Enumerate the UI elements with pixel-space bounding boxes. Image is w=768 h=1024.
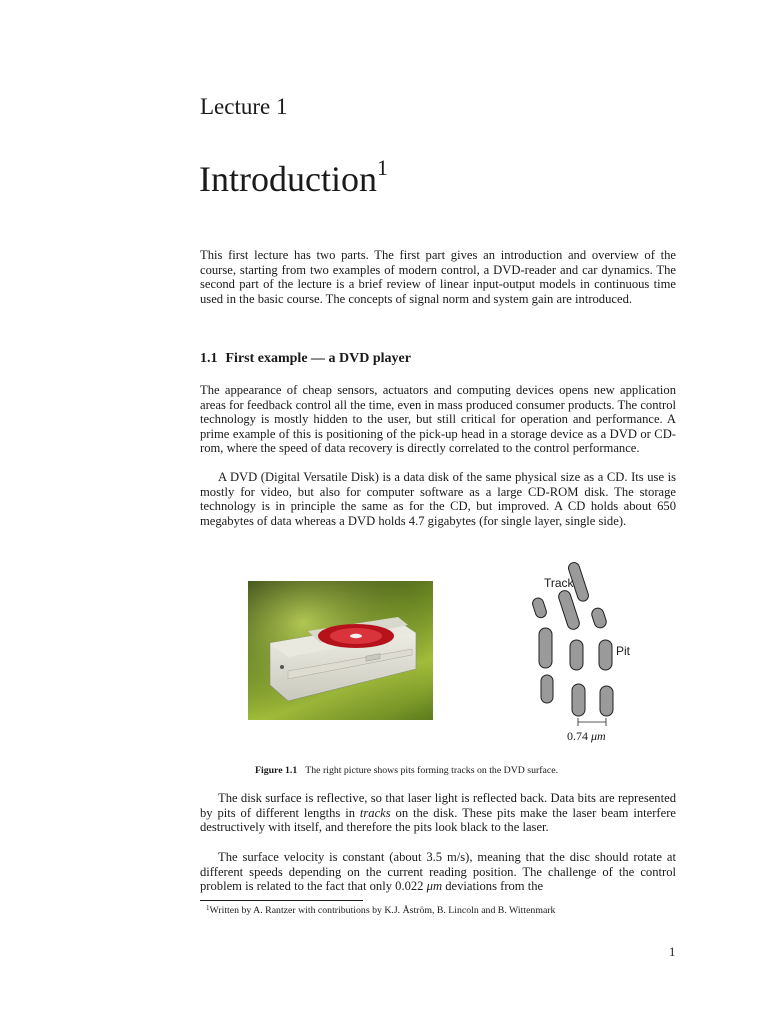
- pit-shape: [531, 597, 548, 619]
- footnote-text: Written by A. Rantzer with contributions by K.J. Åström, B. Lincoln and B. Wittenmark: [209, 905, 556, 916]
- pit-shape: [570, 640, 583, 670]
- pit-shape: [572, 684, 585, 716]
- dvd-drive-illustration: [248, 581, 433, 720]
- section-number: 1.1: [200, 351, 218, 366]
- body-paragraph-4: [200, 850, 676, 894]
- section-paragraph-2: A DVD (Digital Versatile Disk) is a data disk of the same physical size as a CD. Its use is mostly for video, but also for computer software as a large CD-ROM disk. The storage technology is in principle the same as for the CD, but improved. A CD holds about 650 megabytes of data whereas a DVD holds 4.7 gigabytes (for single layer, single side).: [200, 470, 676, 528]
- track-label: Track: [544, 576, 574, 590]
- pit-shape: [599, 640, 612, 670]
- p4-text-before: The surface velocity is constant (about 3.5 m/s), meaning that the disc should rotate at different speeds depending on the current reading position. The challenge of the control problem is related to the fact that only 0.022: [200, 850, 676, 894]
- dvd-drive-photo: [248, 581, 433, 720]
- figure-caption-label: Figure 1.1: [255, 765, 298, 776]
- scale-label: [567, 729, 606, 743]
- p3-italic-tracks: tracks: [359, 805, 391, 820]
- footnote-rule: [200, 900, 363, 901]
- p4-text-after: deviations from the: [442, 879, 544, 894]
- footnote: [206, 904, 555, 916]
- section-title: First example — a DVD player: [225, 351, 411, 366]
- p3-text-before: The disk surface is reflective, so that laser light is reflected back. Data bits are represented by pits of different lengths in: [200, 791, 676, 820]
- chapter-title: [199, 156, 388, 200]
- p3-text-after: on the disk. These pits make the laser beam interfere destructively with itself, and therefore the pits look black to the laser.: [200, 805, 676, 835]
- pit-label: Pit: [616, 644, 631, 658]
- p4-unit: μm: [426, 879, 443, 894]
- intro-paragraph: This first lecture has two parts. The first part gives an introduction and overview of the course, starting from two examples of modern control, a DVD-reader and car dynamics. The second part of the lecture is a brief review of linear input-output models in continuous time used in the basic course. The concepts of signal norm and system gain are introduced.: [200, 248, 676, 306]
- figure-caption: [255, 765, 558, 776]
- section-paragraph-1: The appearance of cheap sensors, actuators and computing devices opens new application areas for feedback control all the time, even in mass produced consumer products. The control technology is mostly hidden to the user, but still critical for operation and performance. A prime example of this is positioning of the pick-up head in a storage device as a DVD or CD-rom, where the speed of data recovery is directly correlated to the control performance.: [200, 383, 676, 456]
- scale-value: 0.74: [567, 729, 591, 743]
- footnote-marker: 1: [206, 904, 210, 912]
- pit-shape: [590, 607, 608, 630]
- pit-shape: [600, 686, 613, 716]
- body-paragraph-3: [200, 791, 676, 835]
- page-number: 1: [669, 945, 676, 959]
- pit-track-diagram: [520, 560, 650, 750]
- scale-unit: μm: [591, 729, 606, 743]
- chapter-title-text: Introduction: [199, 159, 377, 199]
- lecture-label: Lecture 1: [200, 94, 288, 119]
- pit-shape: [539, 628, 552, 668]
- pit-shape: [541, 675, 553, 703]
- section-heading: [200, 351, 411, 367]
- figure-caption-text: The right picture shows pits forming tracks on the DVD surface.: [305, 765, 559, 776]
- chapter-footnote-marker: 1: [376, 155, 388, 180]
